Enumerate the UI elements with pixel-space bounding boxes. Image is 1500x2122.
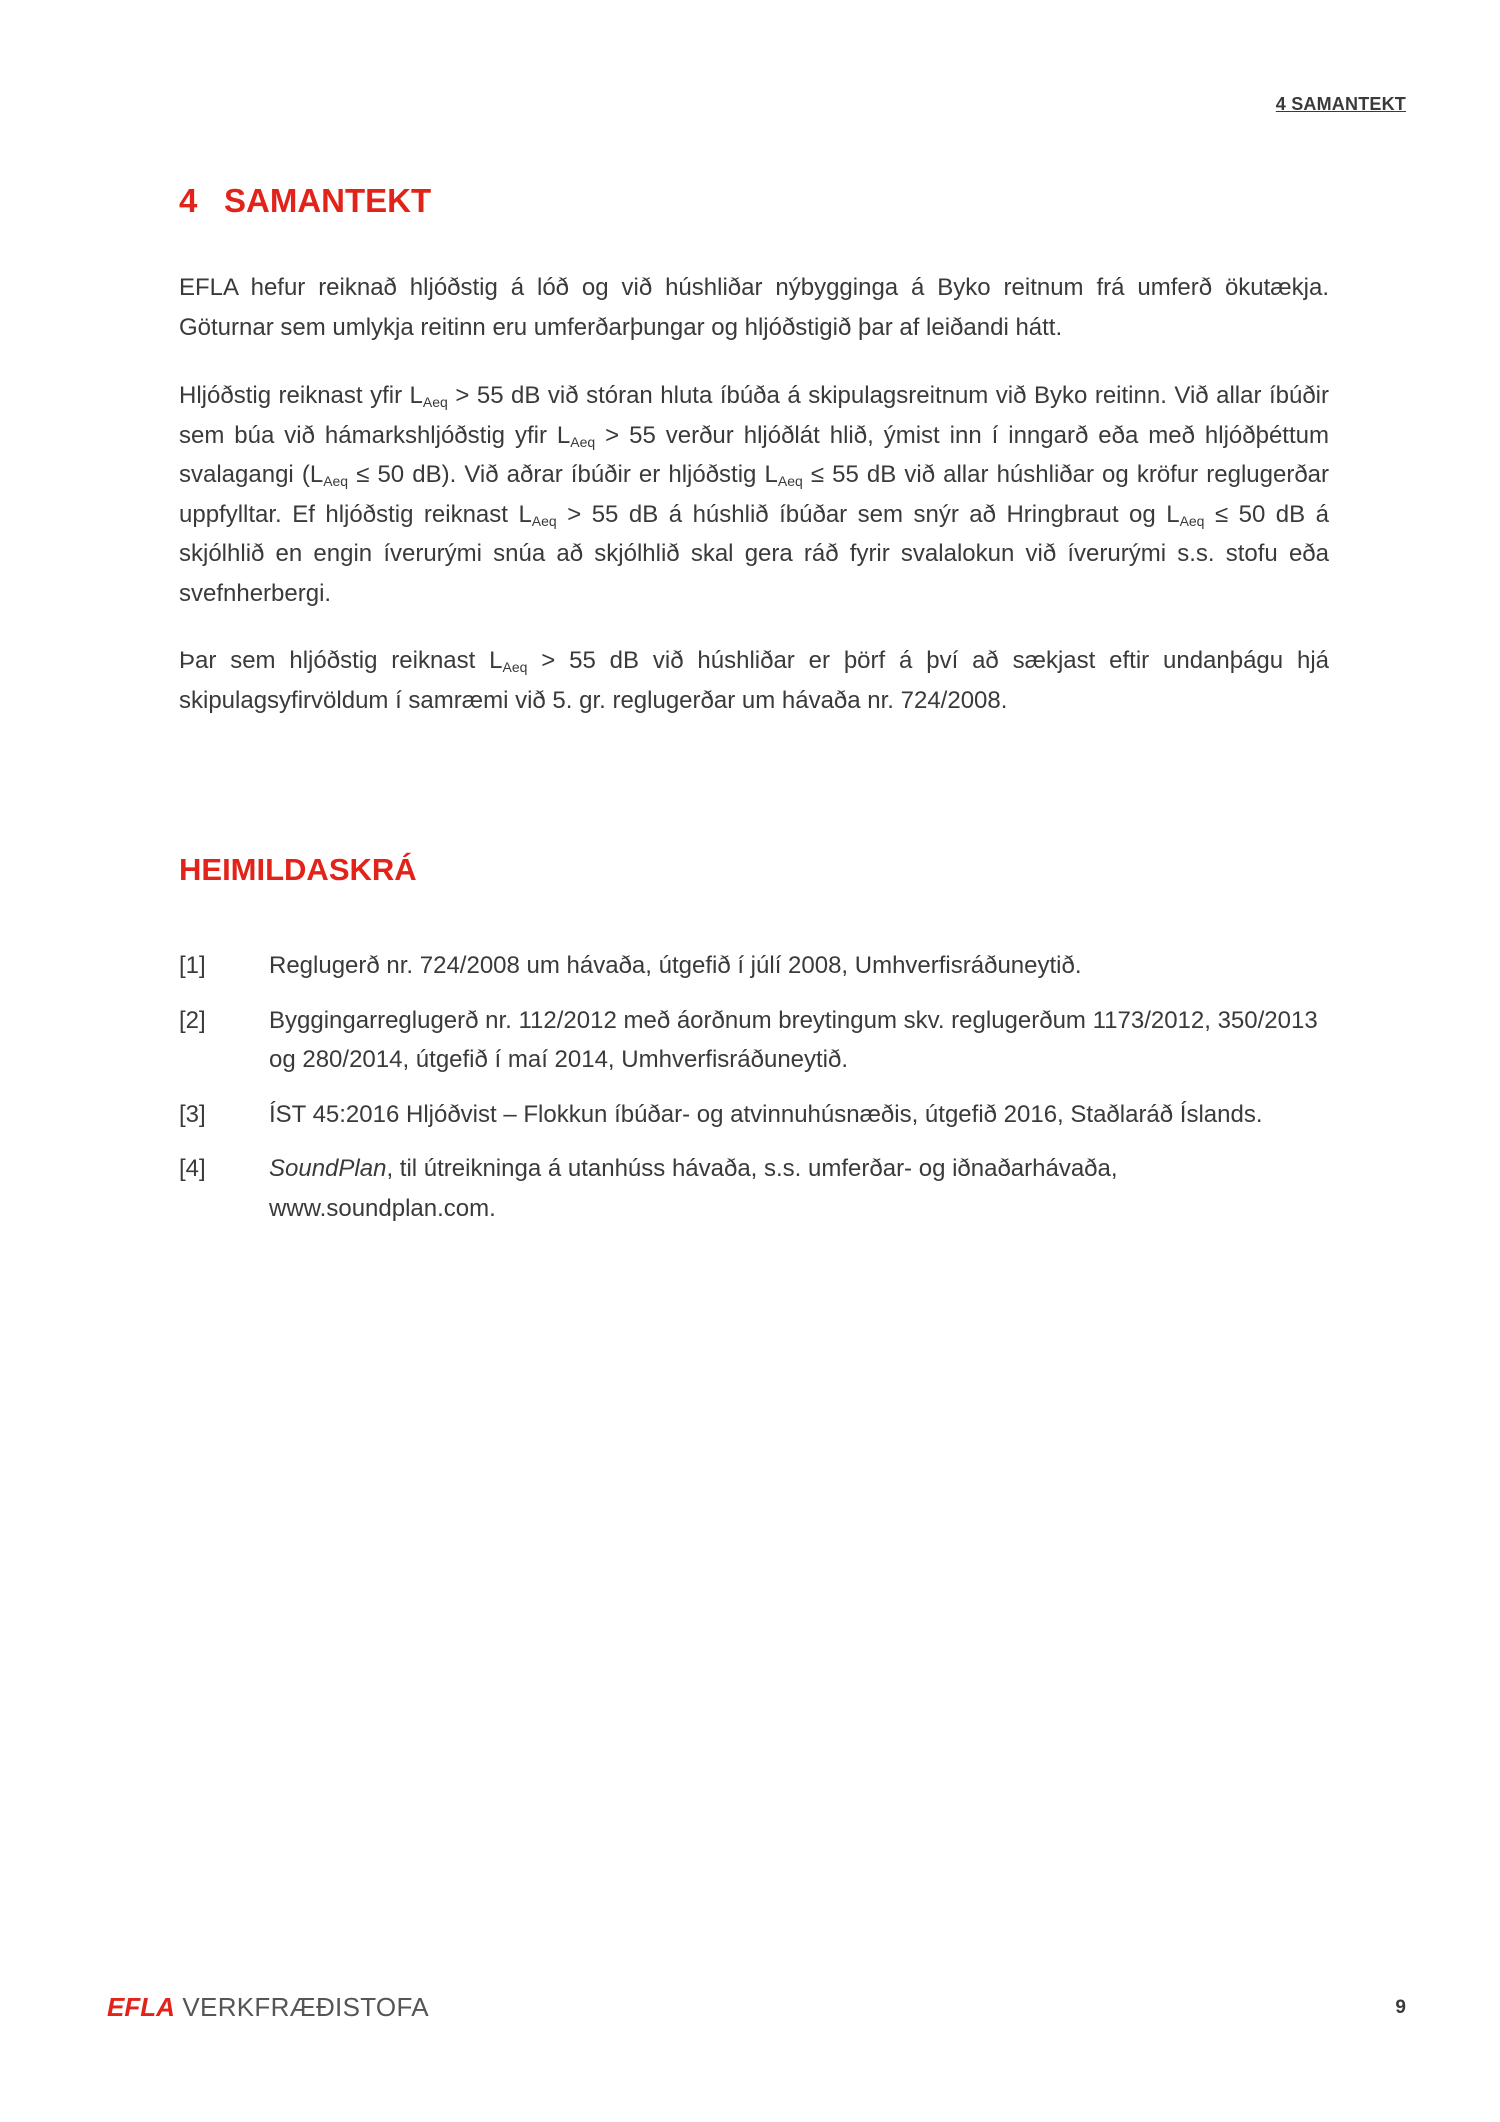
reference-text <box>269 1149 1329 1228</box>
laeq-subscript: Aeq <box>1179 512 1205 529</box>
reference-number: [3] <box>179 1100 206 1128</box>
paragraph-exemption <box>179 641 1329 720</box>
laeq-subscript: Aeq <box>570 433 596 450</box>
section-number: 4 <box>179 182 198 219</box>
laeq-subscript: Aeq <box>502 659 528 675</box>
reference-item <box>179 946 1329 986</box>
text-segment: ≤ 50 dB). Við aðrar íbúðir er hljóðstig L <box>348 461 778 488</box>
text-segment: > 55 dB við stóran hluta íbúða á skipulagsreitnum við Byko reitinn. Við allar íbúðir sem búa við hámarkshljóðstig yfir L <box>179 382 1330 449</box>
reference-item <box>179 1149 1329 1228</box>
brand-name: EFLA <box>107 1992 175 2022</box>
text-segment: > 55 dB við húshliðar er þörf á því að sækjast eftir undanþágu hjá skipulagsyfirvöldum í samræmi við 5. gr. reglugerðar um hávaða nr. 724/2008. <box>179 647 1330 714</box>
footer-logo <box>107 1992 429 2023</box>
reference-number: [1] <box>179 952 206 979</box>
text-segment: > 55 dB á húshlið íbúðar sem snýr að Hringbraut og L <box>556 500 1180 528</box>
reference-text-rest: , til útreikninga á utanhúss hávaða, s.s. umferðar- og iðnaðarhávaða, www.soundplan.com. <box>269 1155 1118 1222</box>
reference-text: Byggingarreglugerð nr. 112/2012 með áorðnum breytingum skv. reglugerðum 1173/2012, 350/2013 og 280/2014, útgefið í maí 2014, Umhverfisráðuneytið. <box>269 1006 1318 1073</box>
references-list <box>179 946 1329 1243</box>
laeq-subscript: Aeq <box>422 394 448 410</box>
text-segment: ≤ 55 dB við allar húshliðar og kröfur reglugerðar uppfylltar. Ef hljóðstig reiknast L <box>179 461 1330 528</box>
laeq-subscript: Aeq <box>323 473 349 489</box>
paragraph-intro: EFLA hefur reiknað hljóðstig á lóð og við húshliðar nýbygginga á Byko reitnum frá umferð ökutækja. Göturnar sem umlykja reitinn eru umferðarþungar og hljóðstigið þar af leiðandi hátt. <box>179 274 1329 341</box>
running-header: 4 SAMANTEKT <box>1275 94 1406 114</box>
section-title <box>179 182 431 220</box>
reference-number: [2] <box>179 1006 206 1034</box>
section-title-text: SAMANTEKT <box>224 182 432 219</box>
brand-subtitle: VERKFRÆÐISTOFA <box>174 1992 429 2022</box>
page-number: 9 <box>1395 1997 1406 2018</box>
laeq-subscript: Aeq <box>531 512 557 529</box>
reference-text: ÍST 45:2016 Hljóðvist – Flokkun íbúðar- og atvinnuhúsnæðis, útgefið 2016, Staðlaráð Íslands. <box>269 1100 1263 1128</box>
laeq-subscript: Aeq <box>777 473 803 489</box>
reference-text: Reglugerð nr. 724/2008 um hávaða, útgefið í júlí 2008, Umhverfisráðuneytið. <box>269 952 1082 979</box>
text-segment: Þar sem hljóðstig reiknast L <box>179 647 503 674</box>
references-title: HEIMILDASKRÁ <box>179 852 417 887</box>
paragraph-results <box>179 376 1329 613</box>
text-segment: Hljóðstig reiknast yfir L <box>179 382 423 409</box>
text-segment: > 55 verður hljóðlát hlið, ýmist inn í inngarð eða með hljóðþéttum svalagangi (L <box>179 421 1329 488</box>
reference-number: [4] <box>179 1155 206 1182</box>
reference-item <box>179 1095 1329 1135</box>
reference-italic-title: SoundPlan <box>269 1155 387 1182</box>
text-segment: ≤ 50 dB á skjólhlið en engin íverurými snúa að skjólhlið skal gera ráð fyrir svalalokun við íverurými s.s. stofu eða svefnherbergi. <box>179 500 1330 607</box>
reference-item <box>179 1001 1329 1080</box>
